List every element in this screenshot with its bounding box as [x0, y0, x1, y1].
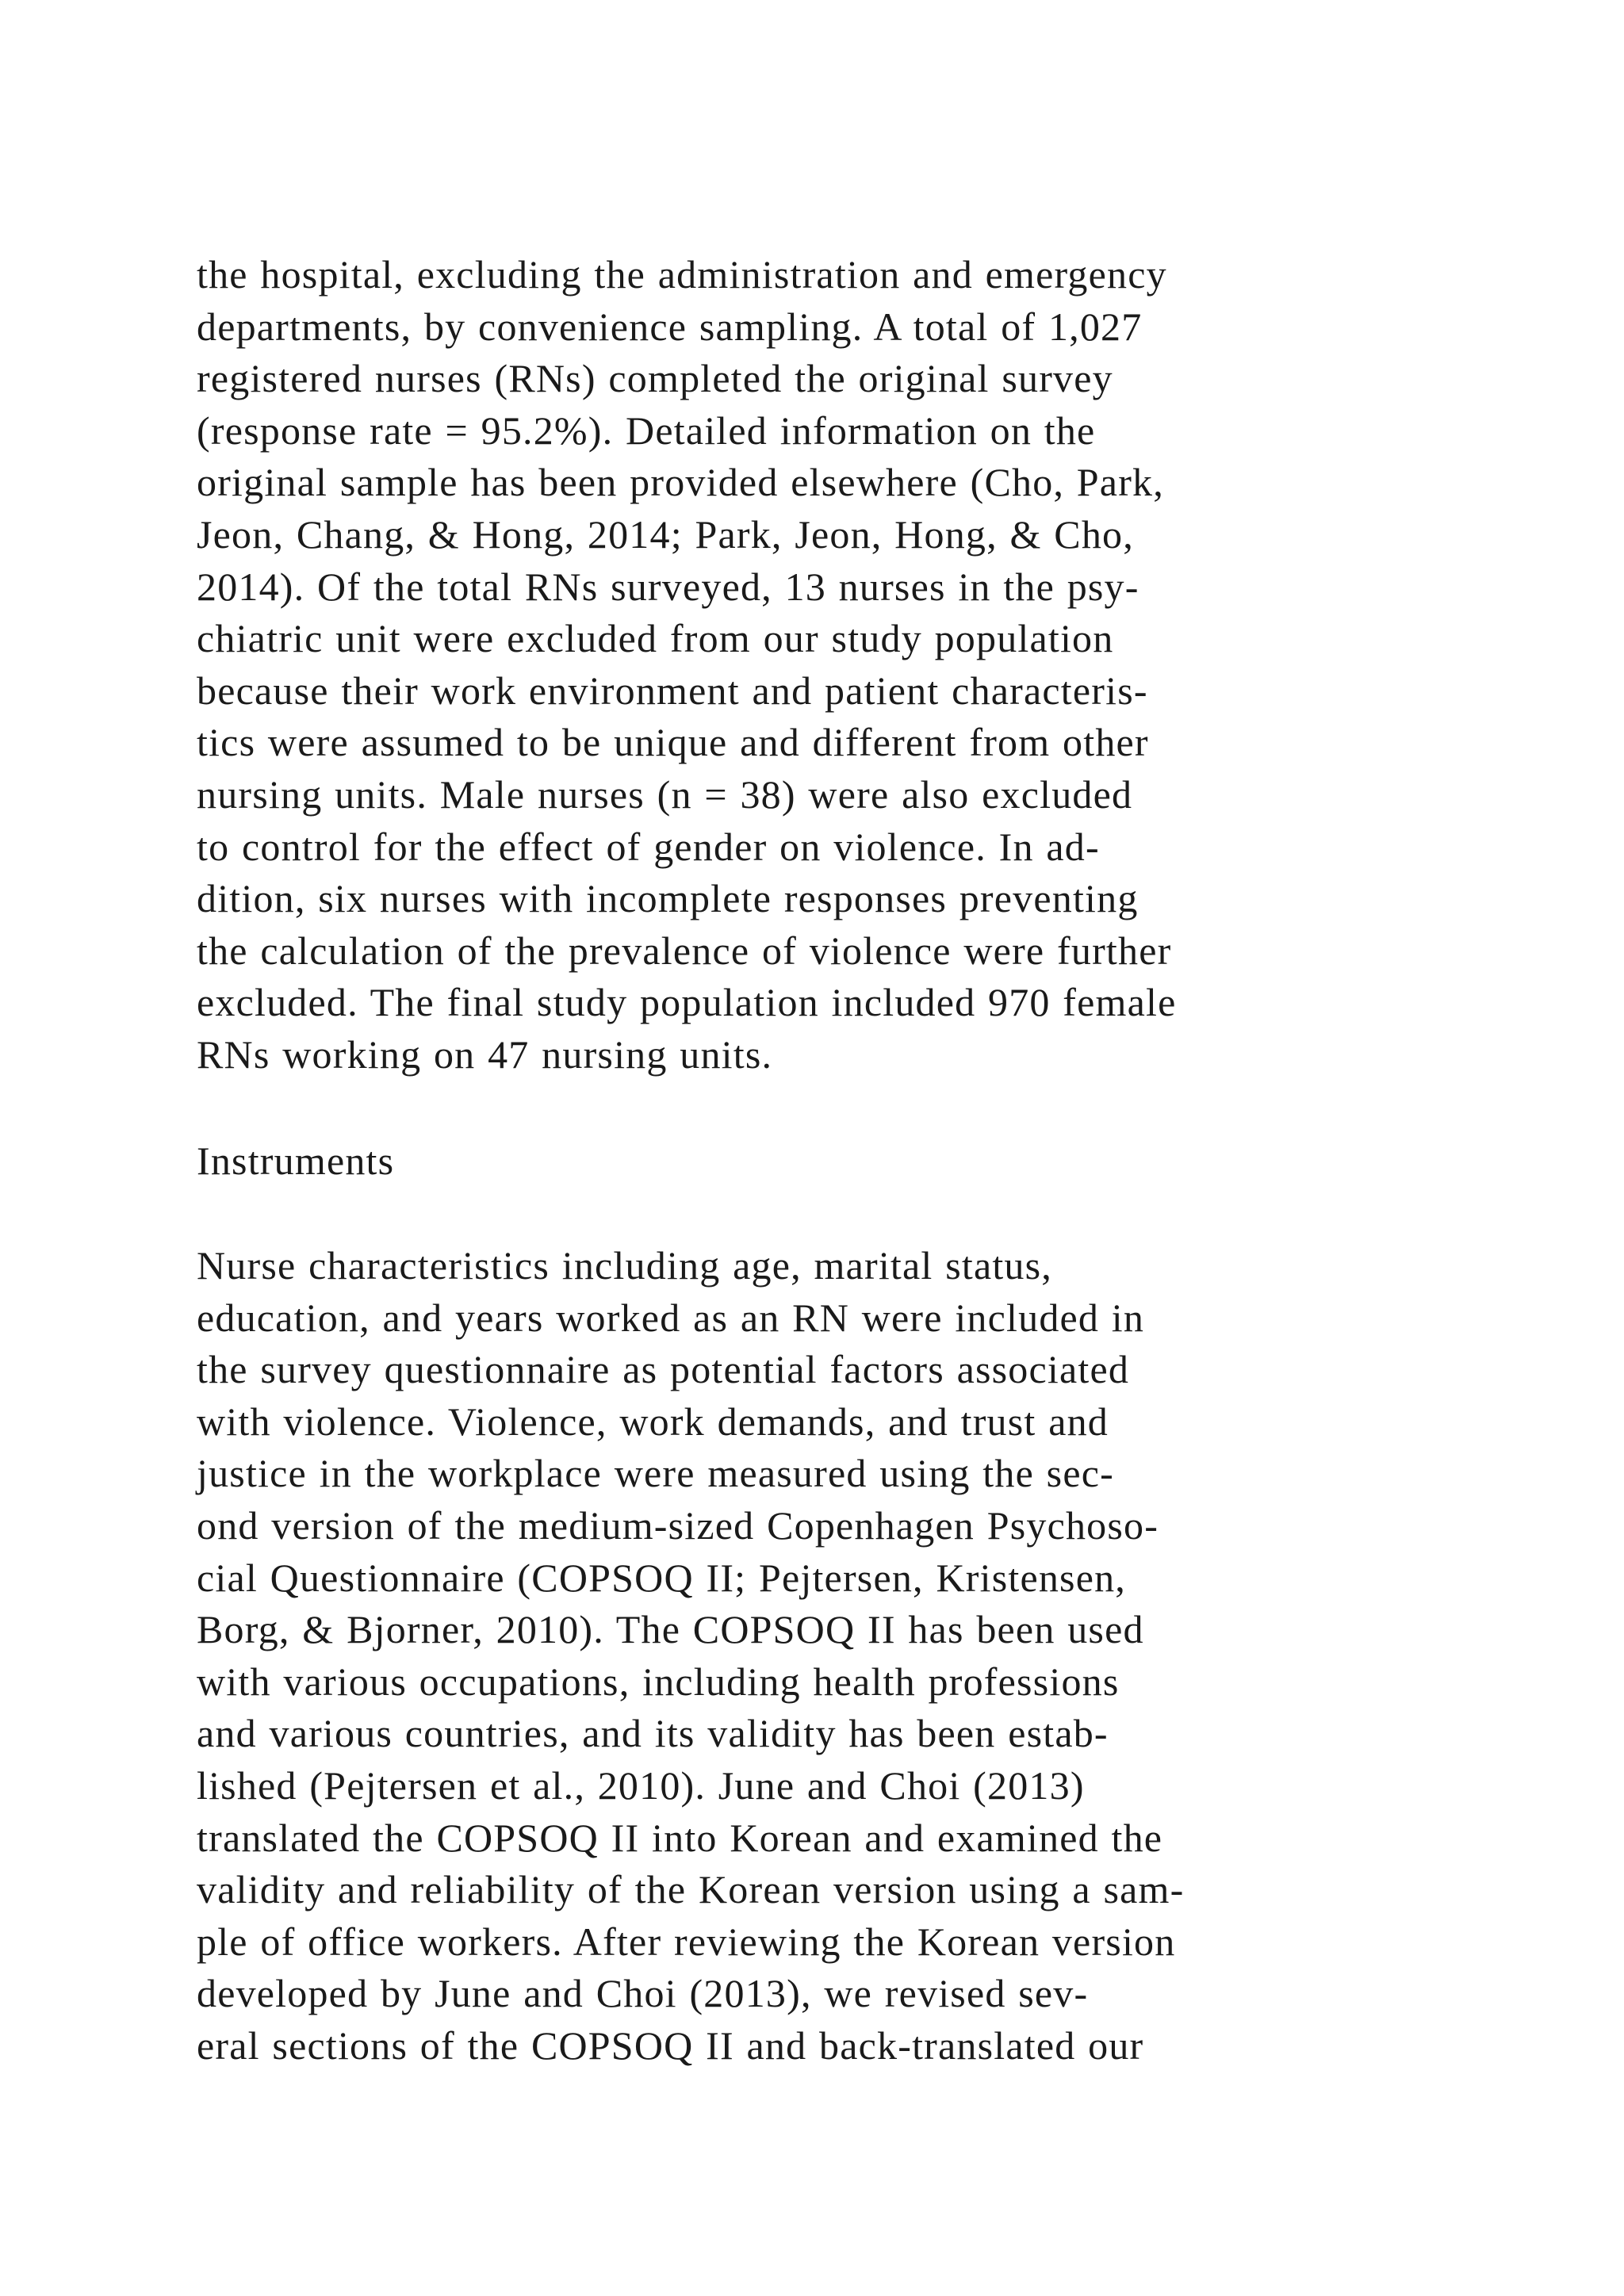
text-line: Jeon, Chang, & Hong, 2014; Park, Jeon, Hong, & Cho,: [197, 511, 1134, 557]
text-line: dition, six nurses with incomplete responses preventing: [197, 876, 1139, 921]
text-line: original sample has been provided elsewhere (Cho, Park,: [197, 460, 1164, 505]
text-line: (response rate = 95.2%). Detailed information on the: [197, 408, 1096, 453]
paragraph-instruments: [197, 1240, 1545, 2072]
text-line: to control for the effect of gender on violence. In ad-: [197, 824, 1100, 869]
text-line: cial Questionnaire (COPSOQ II; Pejtersen, Kristensen,: [197, 1555, 1126, 1600]
paragraph-sampling: [197, 249, 1545, 1081]
text-line: registered nurses (RNs) completed the original survey: [197, 356, 1113, 401]
text-line: the hospital, excluding the administration and emergency: [197, 252, 1167, 297]
text-line: Borg, & Bjorner, 2010). The COPSOQ II has been used: [197, 1607, 1144, 1652]
text-line: developed by June and Choi (2013), we revised sev-: [197, 1971, 1089, 2016]
text-line: with violence. Violence, work demands, and trust and: [197, 1399, 1109, 1444]
text-line: lished (Pejtersen et al., 2010). June and Choi (2013): [197, 1762, 1085, 1808]
text-line: tics were assumed to be unique and different from other: [197, 720, 1149, 765]
text-line: because their work environment and patient characteris-: [197, 668, 1148, 713]
text-line: nursing units. Male nurses (n = 38) were also excluded: [197, 771, 1133, 817]
text-line: ond version of the medium-sized Copenhagen Psychoso-: [197, 1502, 1159, 1548]
text-line: chiatric unit were excluded from our study population: [197, 616, 1114, 661]
text-line: 2014). Of the total RNs surveyed, 13 nurses in the psy-: [197, 564, 1139, 609]
text-line: the survey questionnaire as potential factors associated: [197, 1347, 1130, 1392]
text-line: RNs working on 47 nursing units.: [197, 1031, 773, 1077]
text-line: the calculation of the prevalence of violence were further: [197, 928, 1172, 973]
text-line: departments, by convenience sampling. A total of 1,027: [197, 304, 1143, 349]
text-line: ple of office workers. After reviewing the Korean version: [197, 1919, 1176, 1964]
text-line: justice in the workplace were measured using the sec-: [197, 1451, 1114, 1496]
section-heading: [197, 1135, 1545, 1188]
text-line: and various countries, and its validity has been estab-: [197, 1711, 1109, 1756]
text-line: Nurse characteristics including age, marital status,: [197, 1243, 1052, 1288]
text-line: with various occupations, including health professions: [197, 1659, 1120, 1704]
text-line: translated the COPSOQ II into Korean and examined the: [197, 1815, 1163, 1860]
section-heading-text: Instruments: [197, 1138, 395, 1183]
text-line: validity and reliability of the Korean version using a sam-: [197, 1867, 1185, 1912]
text-line: excluded. The final study population included 970 female: [197, 980, 1177, 1025]
text-line: education, and years worked as an RN were included in: [197, 1295, 1145, 1340]
text-line: eral sections of the COPSOQ II and back-translated our: [197, 2022, 1144, 2068]
